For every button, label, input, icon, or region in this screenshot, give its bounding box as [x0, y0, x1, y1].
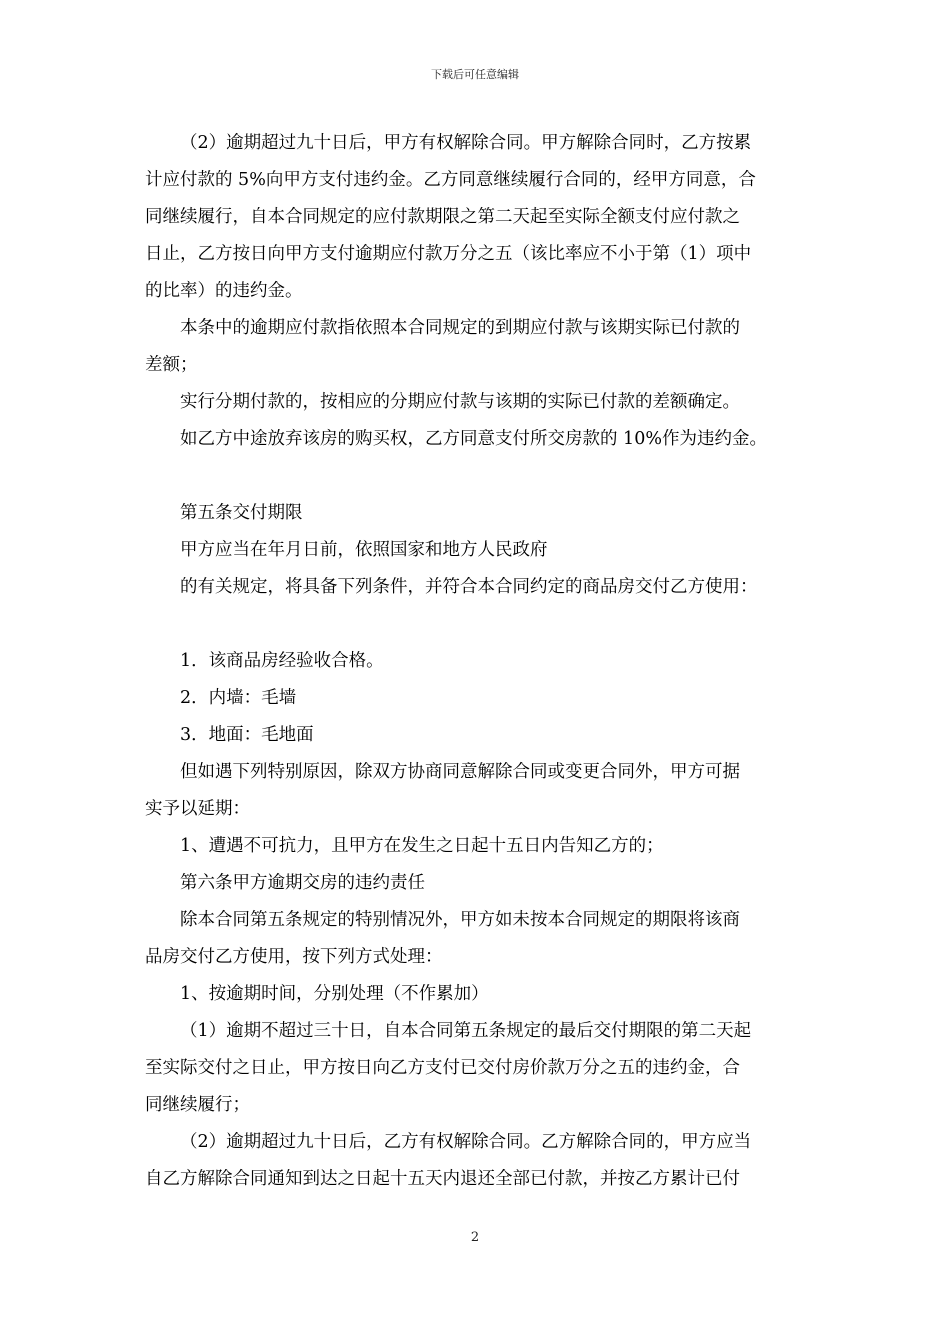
section-heading: 第六条甲方逾期交房的违约责任: [180, 873, 425, 893]
page-header: 下载后可任意编辑: [431, 68, 519, 81]
blank-line: [145, 606, 807, 643]
paragraph-line: （1）逾期不超过三十日，自本合同第五条规定的最后交付期限的第二天起: [180, 1021, 752, 1041]
paragraph-line: 同继续履行，自本合同规定的应付款期限之第二天起至实际全额支付应付款之: [145, 207, 740, 227]
document-body: [145, 125, 807, 1198]
list-item: 2．内墙：毛墙: [180, 688, 297, 708]
paragraph-line: 差额；: [145, 355, 198, 375]
list-item: 1．该商品房经验收合格。: [180, 651, 384, 671]
paragraph-line: 实行分期付款的，按相应的分期应付款与该期的实际已付款的差额确定。: [180, 392, 740, 412]
page-number: 2: [470, 1230, 480, 1245]
paragraph-line: 1、遭遇不可抗力，且甲方在发生之日起十五日内告知乙方的；: [180, 836, 664, 856]
paragraph-line: 的比率）的违约金。: [145, 281, 303, 301]
paragraph-line: 至实际交付之日止，甲方按日向乙方支付已交付房价款万分之五的违约金，合: [145, 1058, 740, 1078]
paragraph-line: 日止，乙方按日向甲方支付逾期应付款万分之五（该比率应不小于第（1）项中: [145, 244, 752, 264]
paragraph-line: 的有关规定，将具备下列条件，并符合本合同约定的商品房交付乙方使用：: [180, 577, 758, 597]
paragraph-line: （2）逾期超过九十日后，甲方有权解除合同。甲方解除合同时，乙方按累: [180, 133, 752, 153]
section-heading: 第五条交付期限: [180, 503, 303, 523]
paragraph-line: 除本合同第五条规定的特别情况外，甲方如未按本合同规定的期限将该商: [180, 910, 740, 930]
list-item: 3．地面：毛地面: [180, 725, 314, 745]
paragraph-line: 同继续履行；: [145, 1095, 250, 1115]
paragraph-line: 1、按逾期时间，分别处理（不作累加）: [180, 984, 489, 1004]
paragraph-line: 自乙方解除合同通知到达之日起十五天内退还全部已付款，并按乙方累计已付: [145, 1169, 740, 1189]
paragraph-line: 计应付款的 5%向甲方支付违约金。乙方同意继续履行合同的，经甲方同意，合: [145, 170, 756, 190]
paragraph-line: 如乙方中途放弃该房的购买权，乙方同意支付所交房款的 10%作为违约金。: [180, 429, 767, 449]
paragraph-line: 品房交付乙方使用，按下列方式处理：: [145, 947, 443, 967]
paragraph-line: 甲方应当在年月日前，依照国家和地方人民政府: [180, 540, 548, 560]
paragraph-line: （2）逾期超过九十日后，乙方有权解除合同。乙方解除合同的，甲方应当: [180, 1132, 752, 1152]
paragraph-line: 本条中的逾期应付款指依照本合同规定的到期应付款与该期实际已付款的: [180, 318, 740, 338]
paragraph-line: 实予以延期：: [145, 799, 250, 819]
paragraph-line: 但如遇下列特别原因，除双方协商同意解除合同或变更合同外，甲方可据: [180, 762, 740, 782]
blank-line: [145, 458, 807, 495]
